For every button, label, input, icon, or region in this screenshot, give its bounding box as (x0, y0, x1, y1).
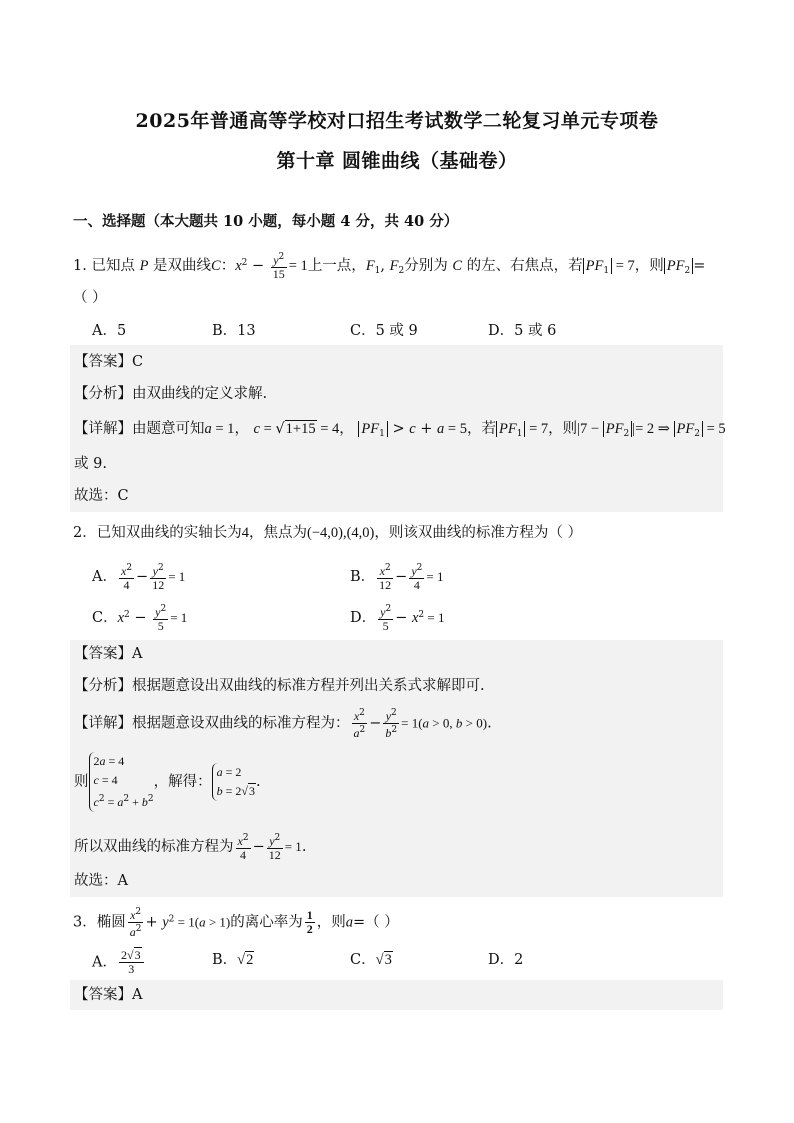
q2-analysis: 【分析】根据题意设出双曲线的标准方程并列出关系式求解即可. (74, 678, 485, 694)
section-heading: 一、选择题（本大题共 10 小题，每小题 4 分，共 40 分） (73, 213, 459, 230)
q3-option-d[interactable]: D．2 (488, 952, 524, 968)
q3-option-a[interactable]: A． $\frac{2√3}{3}$ (92, 949, 146, 976)
q2-answer: 【答案】A (74, 646, 143, 662)
q2-option-c[interactable]: C．$x^2$ − $\frac{y^2}{5}$ = 1 (92, 604, 188, 633)
question-3-stem: 3．椭圆 $\frac{x^2}{a^2}$ + $y^2 = 1(a > 1)$的离心率为 $\frac{1}{2}$ ，则a=（ ） (73, 907, 399, 939)
question-1-paren: （ ） (73, 290, 107, 306)
q2-detail: 【详解】根据题意设双曲线的标准方程为： $\frac{x^2}{a^2}$ − $\frac{y^2}{b^2}$ = 1(a > 0, b > 0). (74, 708, 492, 740)
q1-final: 故选：C (74, 488, 129, 504)
q2-conclusion: 所以双曲线的标准方程为 $\frac{x^2}{4}$ − $\frac{y^2}{12}$ = 1. (74, 833, 307, 862)
q1-answer-block (70, 345, 726, 512)
q3-answer-block (70, 980, 723, 1010)
document-title: 2025年普通高等学校对口招生考试数学二轮复习单元专项卷 (135, 110, 659, 132)
q1-option-d[interactable]: D．5 或 6 (488, 323, 557, 339)
q1-analysis: 【分析】由双曲线的定义求解. (74, 386, 268, 402)
chapter-title: 第十章 圆锥曲线（基础卷） (276, 150, 518, 172)
q2-option-a[interactable]: A． $\frac{x^2}{4}$ − $\frac{y^2}{12}$ = 1 (92, 563, 186, 592)
question-2-stem: 2．已知双曲线的实轴长为4，焦点为(−4,0),(4,0)，则该双曲线的标准方程为（ ） (73, 525, 582, 541)
q1-option-a[interactable]: A．5 (92, 323, 127, 339)
solution-system: a = 2 b = 2√3 (212, 763, 256, 801)
equation-system: 2a = 4 c = 4 $c^2 = a^2 + b^2$ (89, 752, 154, 812)
q1-answer: 【答案】C (74, 354, 144, 370)
q2-option-d[interactable]: D． $\frac{y^2}{5}$ − $x^2 = 1$ (350, 604, 445, 633)
q3-answer: 【答案】A (74, 987, 143, 1003)
question-1-stem: 1. 已知点 P 是双曲线C：$x^2$ − $\frac{y^2}{15}$ = 1上一点，$F_1$, $F_2$分别为 C 的左、右焦点，若 $PF_1 = 7$，则 $PF_2$ = (73, 252, 706, 281)
q2-final: 故选：A (74, 873, 128, 889)
q1-detail: 【详解】由题意可知a = 1， c = √1+15 = 4， $PF_1 > c + a = 5$，若 $PF_1 = 7$，则$|7 - PF_2$ |= 2 ⇒ $PF_2 = 5$ (74, 421, 726, 439)
q3-option-b[interactable]: B．√2 (212, 952, 254, 968)
q2-answer-block (70, 640, 723, 897)
q2-system: 则2a = 4 c = 4 $c^2 = a^2 + b^2$，解得：a = 2 b = 2√3. (74, 752, 261, 812)
q1-detail-cont: 或 9. (74, 456, 107, 472)
q3-option-c[interactable]: C．√3 (350, 952, 392, 968)
q1-option-b[interactable]: B．13 (212, 323, 256, 339)
q1-option-c[interactable]: C．5 或 9 (350, 323, 418, 339)
q2-option-b[interactable]: B． $\frac{x^2}{12}$ − $\frac{y^2}{4}$ = 1 (350, 563, 444, 592)
